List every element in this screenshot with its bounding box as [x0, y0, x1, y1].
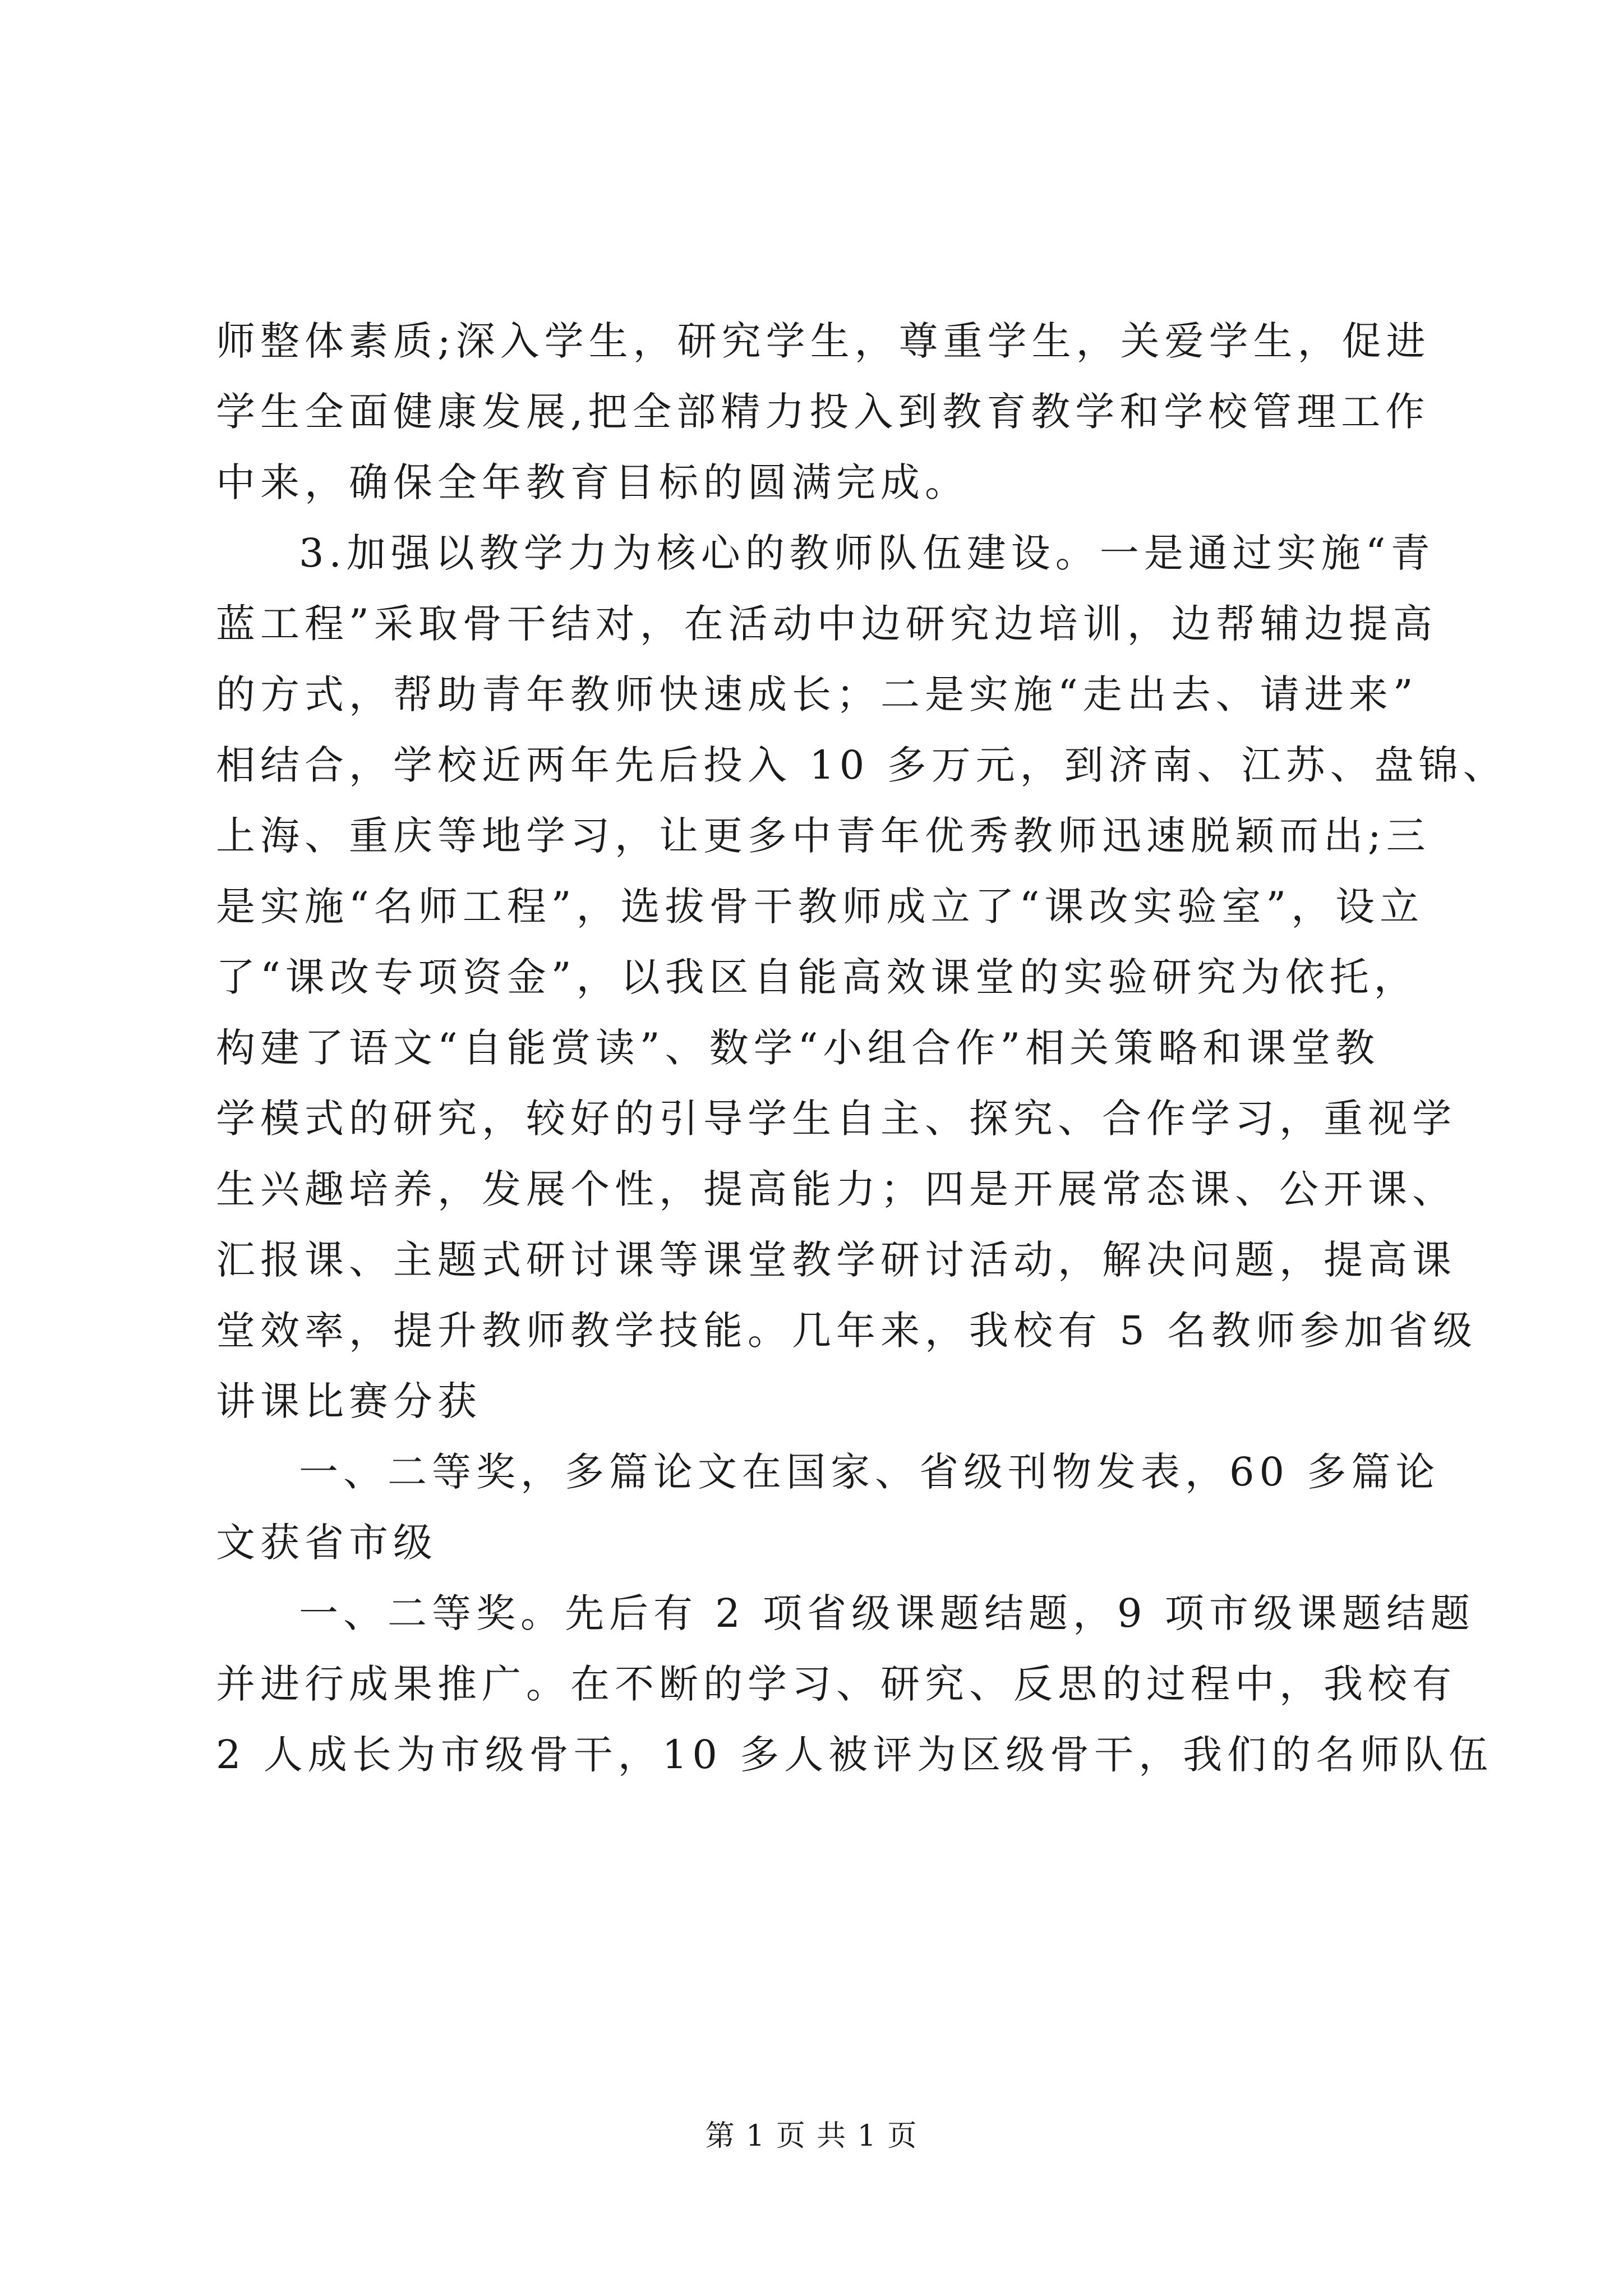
- text-line: 蓝工程”采取骨干结对，在活动中边研究边培训，边帮辅边提高: [216, 601, 1437, 647]
- text-line: 讲课比赛分获: [216, 1378, 482, 1424]
- text-line: 2 人成长为市级骨干，10 多人被评为区级骨干，我们的名师队伍: [216, 1732, 1493, 1778]
- text-line: 文获省市级: [216, 1520, 437, 1566]
- page-footer: 第 1 页 共 1 页: [705, 2119, 918, 2153]
- text-line: 并进行成果推广。在不断的学习、研究、反思的过程中，我校有: [216, 1661, 1456, 1707]
- text-line: 上海、重庆等地学习，让更多中青年优秀教师迅速脱颖而出;三: [216, 813, 1431, 859]
- text-line: 汇报课、主题式研讨课等课堂教学研讨活动，解决问题，提高课: [216, 1237, 1456, 1283]
- body-text: [216, 306, 1507, 1790]
- text-line: 3.加强以教学力为核心的教师队伍建设。一是通过实施“青: [299, 530, 1435, 576]
- text-line: 生兴趣培养，发展个性，提高能力；四是开展常态课、公开课、: [216, 1166, 1456, 1212]
- text-line: 的方式，帮助青年教师快速成长；二是实施“走出去、请进来”: [216, 671, 1418, 717]
- text-line: 堂效率，提升教师教学技能。几年来，我校有 5 名教师参加省级: [216, 1308, 1478, 1354]
- text-line: 师整体素质;深入学生，研究学生，尊重学生，关爱学生，促进: [216, 318, 1431, 364]
- text-line: 中来，确保全年教育目标的圆满完成。: [216, 459, 969, 505]
- text-line: 学模式的研究，较好的引导学生自主、探究、合作学习，重视学: [216, 1096, 1456, 1142]
- text-line: 相结合，学校近两年先后投入 10 多万元，到济南、江苏、盘锦、: [216, 742, 1507, 788]
- text-line: 学生全面健康发展,把全部精力投入到教育教学和学校管理工作: [216, 389, 1430, 435]
- text-line: 构建了语文“自能赏读”、数学“小组合作”相关策略和课堂教: [216, 1025, 1380, 1071]
- text-line: 一、二等奖。先后有 2 项省级课题结题，9 项市级课题结题: [299, 1590, 1475, 1636]
- text-line: 了“课改专项资金”，以我区自能高效课堂的实验研究为依托，: [216, 954, 1418, 1000]
- text-line: 是实施“名师工程”，选拔骨干教师成立了“课改实验室”，设立: [216, 884, 1424, 930]
- text-line: 一、二等奖，多篇论文在国家、省级刊物发表，60 多篇论: [299, 1449, 1440, 1495]
